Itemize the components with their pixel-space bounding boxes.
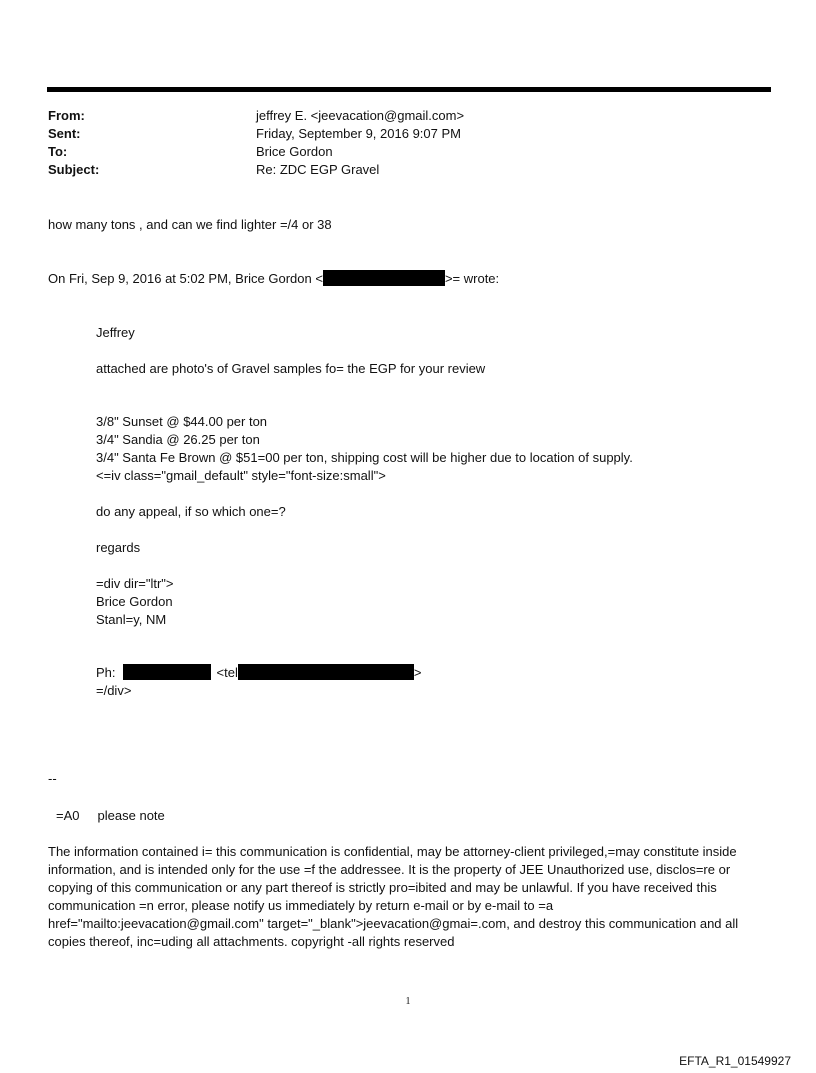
quote-intro — [48, 270, 499, 288]
tel-label: <tel — [216, 665, 238, 680]
subject-value: Re: ZDC EGP Gravel — [256, 162, 380, 177]
signature-name: Brice Gordon — [96, 594, 173, 609]
header-rule — [47, 87, 771, 92]
sent-value: Friday, September 9, 2016 9:07 PM — [256, 126, 461, 141]
please-note: =A0 please note — [56, 808, 165, 823]
quoted-greeting: Jeffrey — [96, 325, 135, 340]
redaction-block — [123, 664, 211, 680]
phone-line — [96, 664, 421, 682]
from-label: From: — [48, 108, 85, 123]
page-number: 1 — [405, 996, 411, 1007]
quote-intro-after: >= wrote: — [444, 271, 500, 286]
tel-close: > — [413, 665, 422, 680]
document-id: EFTA_R1_01549927 — [679, 1054, 791, 1068]
from-value: jeffrey E. <jeevacation@gmail.com> — [256, 108, 465, 123]
div-close-artifact: =/div> — [96, 683, 132, 698]
redaction-block — [238, 664, 414, 680]
to-label: To: — [48, 144, 68, 159]
gravel-item: 3/4" Santa Fe Brown @ $51=00 per ton, shipping cost will be higher due to location of supply. — [96, 450, 633, 465]
signature-dashes: -- — [48, 771, 57, 786]
quoted-attached-line: attached are photo's of Gravel samples fo= the EGP for your review — [96, 361, 486, 376]
signature-div-artifact: =div dir="ltr"> — [96, 576, 174, 591]
quoted-regards: regards — [96, 540, 141, 555]
email-header — [48, 107, 768, 183]
html-artifact-line: <=iv class="gmail_default" style="font-size:small"> — [96, 468, 386, 483]
redaction-block — [323, 270, 445, 286]
signature-place: Stanl=y, NM — [96, 612, 167, 627]
reply-text: how many tons , and can we find lighter =/4 or 38 — [48, 217, 332, 232]
to-value: Brice Gordon — [256, 144, 333, 159]
phone-label: Ph: — [96, 665, 116, 680]
disclaimer-text: The information contained i= this communication is confidential, may be attorney-client privileged,=may constitute inside information, and is intended only for the use =f the addressee. It is the property of JEE Unauthorized use, disclos=re or copying of this communication or any part thereof is strictly pro=ibited and may be unlawful. If you have received this communication =n error, please notify us immediately by return e-mail or by e-mail to =a href="mailto:jeevacation@gmail.com" target="_blank">jeevacation@gmai=.com, and destroy this communication and all copies thereof, inc=uding all attachments. copyright -all rights reserved — [48, 844, 739, 949]
subject-label: Subject: — [48, 162, 100, 177]
gravel-item: 3/8" Sunset @ $44.00 per ton — [96, 414, 268, 429]
quoted-question: do any appeal, if so which one=? — [96, 504, 286, 519]
quote-intro-before: On Fri, Sep 9, 2016 at 5:02 PM, Brice Gordon < — [48, 271, 323, 286]
gravel-item: 3/4" Sandia @ 26.25 per ton — [96, 432, 260, 447]
sent-label: Sent: — [48, 126, 81, 141]
